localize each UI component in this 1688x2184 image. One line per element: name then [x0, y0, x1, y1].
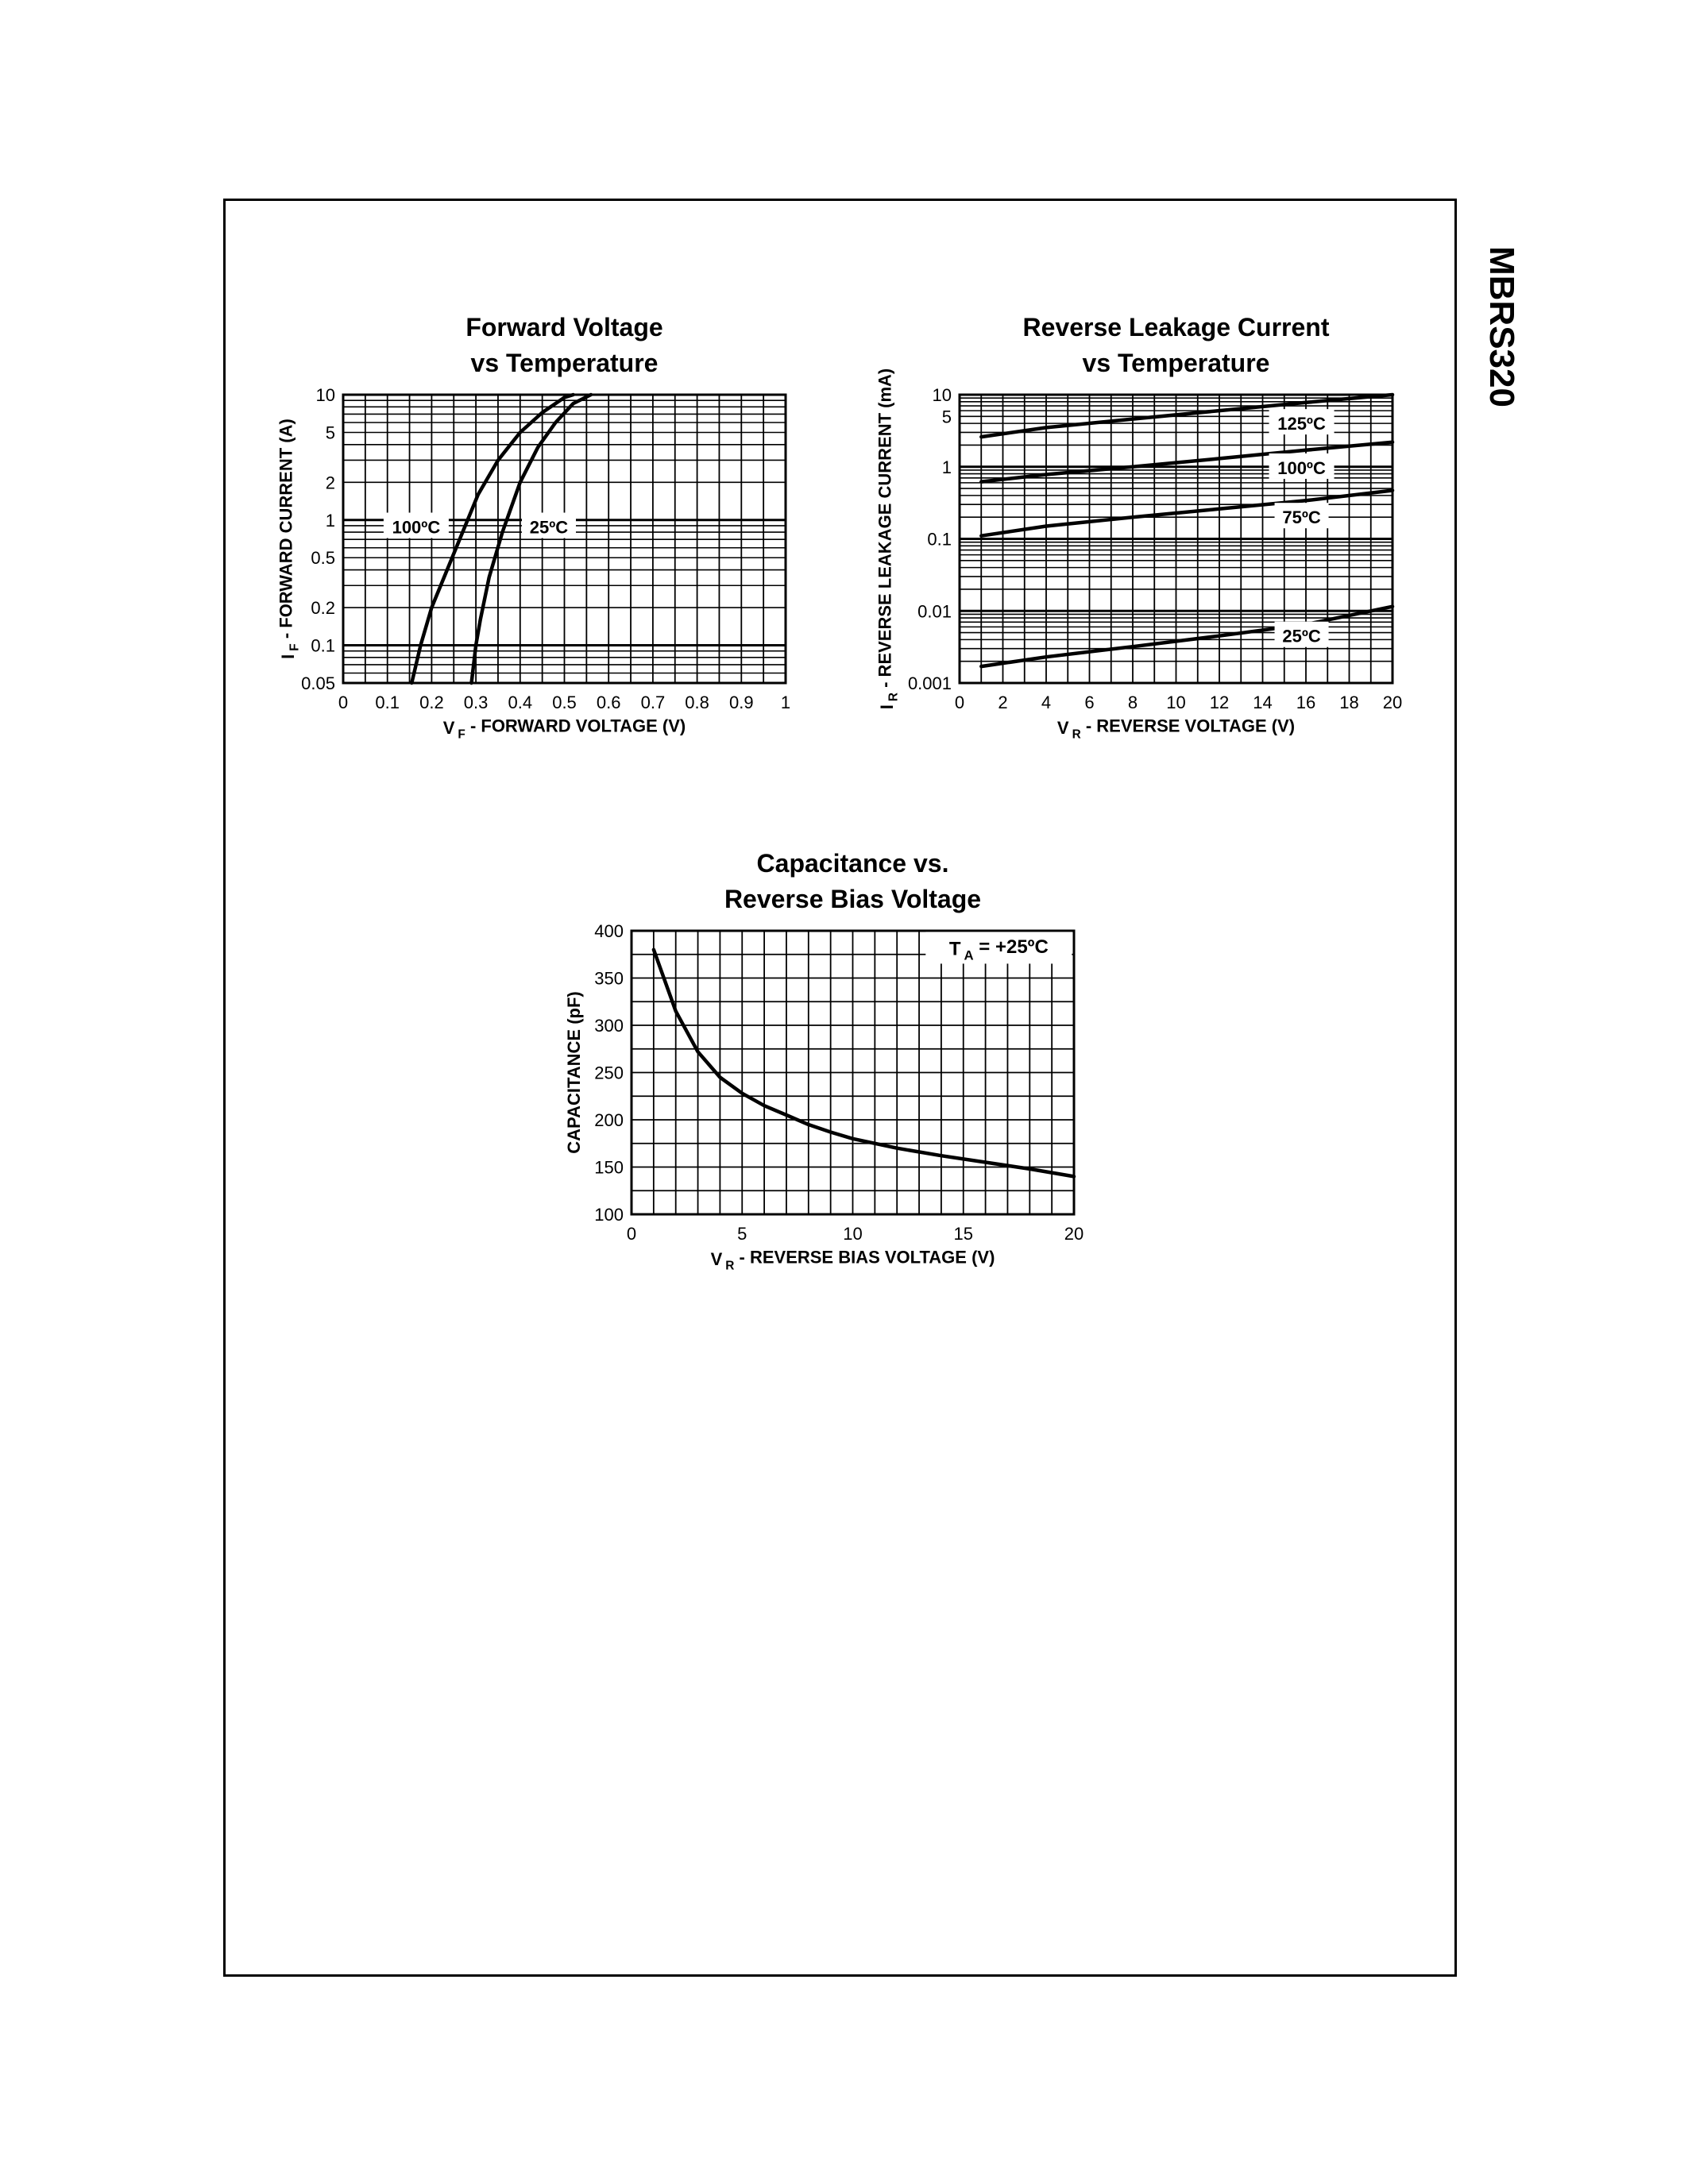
x-tick-label: 0 [338, 693, 349, 712]
series-label: 100ºC [392, 517, 441, 538]
x-tick-label: 6 [1084, 693, 1095, 712]
y-tick-label: 250 [594, 1063, 624, 1083]
y-tick-label: 0.05 [301, 673, 335, 693]
x-tick-label: 10 [1166, 693, 1186, 712]
y-tick-label: 10 [932, 385, 952, 405]
y-tick-label: 0.2 [311, 598, 335, 619]
chart-subtitle: vs Temperature [470, 349, 659, 377]
chart-title: Forward Voltage [465, 313, 663, 341]
x-tick-label: 2 [998, 693, 1008, 712]
y-tick-label: 0.5 [311, 548, 335, 569]
x-tick-label: 14 [1253, 693, 1273, 712]
y-tick-label: 100 [594, 1205, 624, 1225]
x-tick-label: 0.7 [640, 693, 666, 712]
x-tick-label: 0.8 [685, 693, 709, 712]
series-label: 125ºC [1277, 414, 1326, 434]
chart-1 [276, 313, 790, 741]
y-tick-label: 10 [315, 385, 335, 405]
series-line-1 [654, 950, 1074, 1177]
x-tick-label: 0 [954, 693, 965, 712]
x-tick-label: 0.2 [419, 693, 444, 712]
y-tick-label: 350 [594, 968, 624, 989]
x-tick-label: 16 [1296, 693, 1316, 712]
y-tick-label: 0.1 [311, 635, 335, 656]
x-tick-label: 0.5 [552, 693, 577, 712]
x-tick-label: 1 [780, 693, 791, 712]
x-tick-label: 15 [953, 1224, 973, 1244]
chart-3 [564, 849, 1083, 1272]
grid [632, 931, 1074, 1214]
x-tick-label: 18 [1339, 693, 1359, 712]
chart-title: Capacitance vs. [756, 849, 949, 878]
x-tick-label: 0 [626, 1224, 637, 1244]
y-axis-label: $I_F$ - FORWARD CURRENT (A) [276, 419, 302, 659]
y-tick-label: 0.01 [917, 601, 952, 622]
x-tick-label: 0.1 [375, 693, 400, 712]
x-tick-label: 12 [1209, 693, 1230, 712]
y-tick-label: 200 [594, 1110, 624, 1130]
x-tick-label: 5 [737, 1224, 747, 1244]
series-line-4 [981, 607, 1393, 666]
y-tick-label: 0.001 [907, 673, 952, 693]
x-axis-label: V $_R$ - REVERSE BIAS VOLTAGE (V) [710, 1247, 995, 1273]
series-label: 100ºC [1277, 457, 1326, 478]
y-tick-label: 0.1 [927, 529, 952, 550]
y-tick-label: 2 [325, 473, 335, 493]
x-axis-label: V $_R$ - REVERSE VOLTAGE (V) [1056, 716, 1296, 742]
x-tick-label: 20 [1382, 693, 1403, 712]
part-number: MBRS320 [1482, 246, 1521, 407]
y-axis-label: CAPACITANCE (pF) [564, 991, 584, 1154]
series-line-3 [981, 491, 1393, 536]
chart-subtitle: Reverse Bias Voltage [724, 885, 982, 913]
x-tick-label: 0.6 [596, 693, 621, 712]
y-tick-label: 1 [941, 457, 952, 477]
x-tick-label: 8 [1127, 693, 1138, 712]
y-tick-label: 150 [594, 1157, 624, 1178]
y-tick-label: 5 [325, 423, 335, 443]
x-tick-label: 4 [1041, 693, 1052, 712]
x-axis-label: V $_F$ - FORWARD VOLTAGE (V) [442, 716, 686, 742]
x-tick-label: 20 [1064, 1224, 1084, 1244]
chart-2 [875, 313, 1403, 741]
x-tick-label: 0.9 [729, 693, 754, 712]
grid [343, 395, 786, 683]
y-tick-label: 400 [594, 921, 624, 941]
x-tick-label: 0.4 [508, 693, 533, 712]
y-tick-label: 5 [941, 407, 952, 427]
x-tick-label: 0.3 [463, 693, 489, 712]
x-tick-label: 10 [843, 1224, 863, 1244]
annotation-label: T $_A$ = +25ºC [948, 936, 1049, 963]
y-axis-label: $I_R$ - REVERSE LEAKAGE CURRENT (mA) [875, 368, 901, 710]
series-label: 25ºC [1282, 626, 1321, 646]
series-label: 75ºC [1282, 507, 1321, 528]
chart-subtitle: vs Temperature [1082, 349, 1270, 377]
chart-title: Reverse Leakage Current [1022, 313, 1330, 341]
series-label: 25ºC [529, 517, 569, 538]
y-tick-label: 300 [594, 1016, 624, 1036]
y-tick-label: 1 [325, 510, 335, 531]
